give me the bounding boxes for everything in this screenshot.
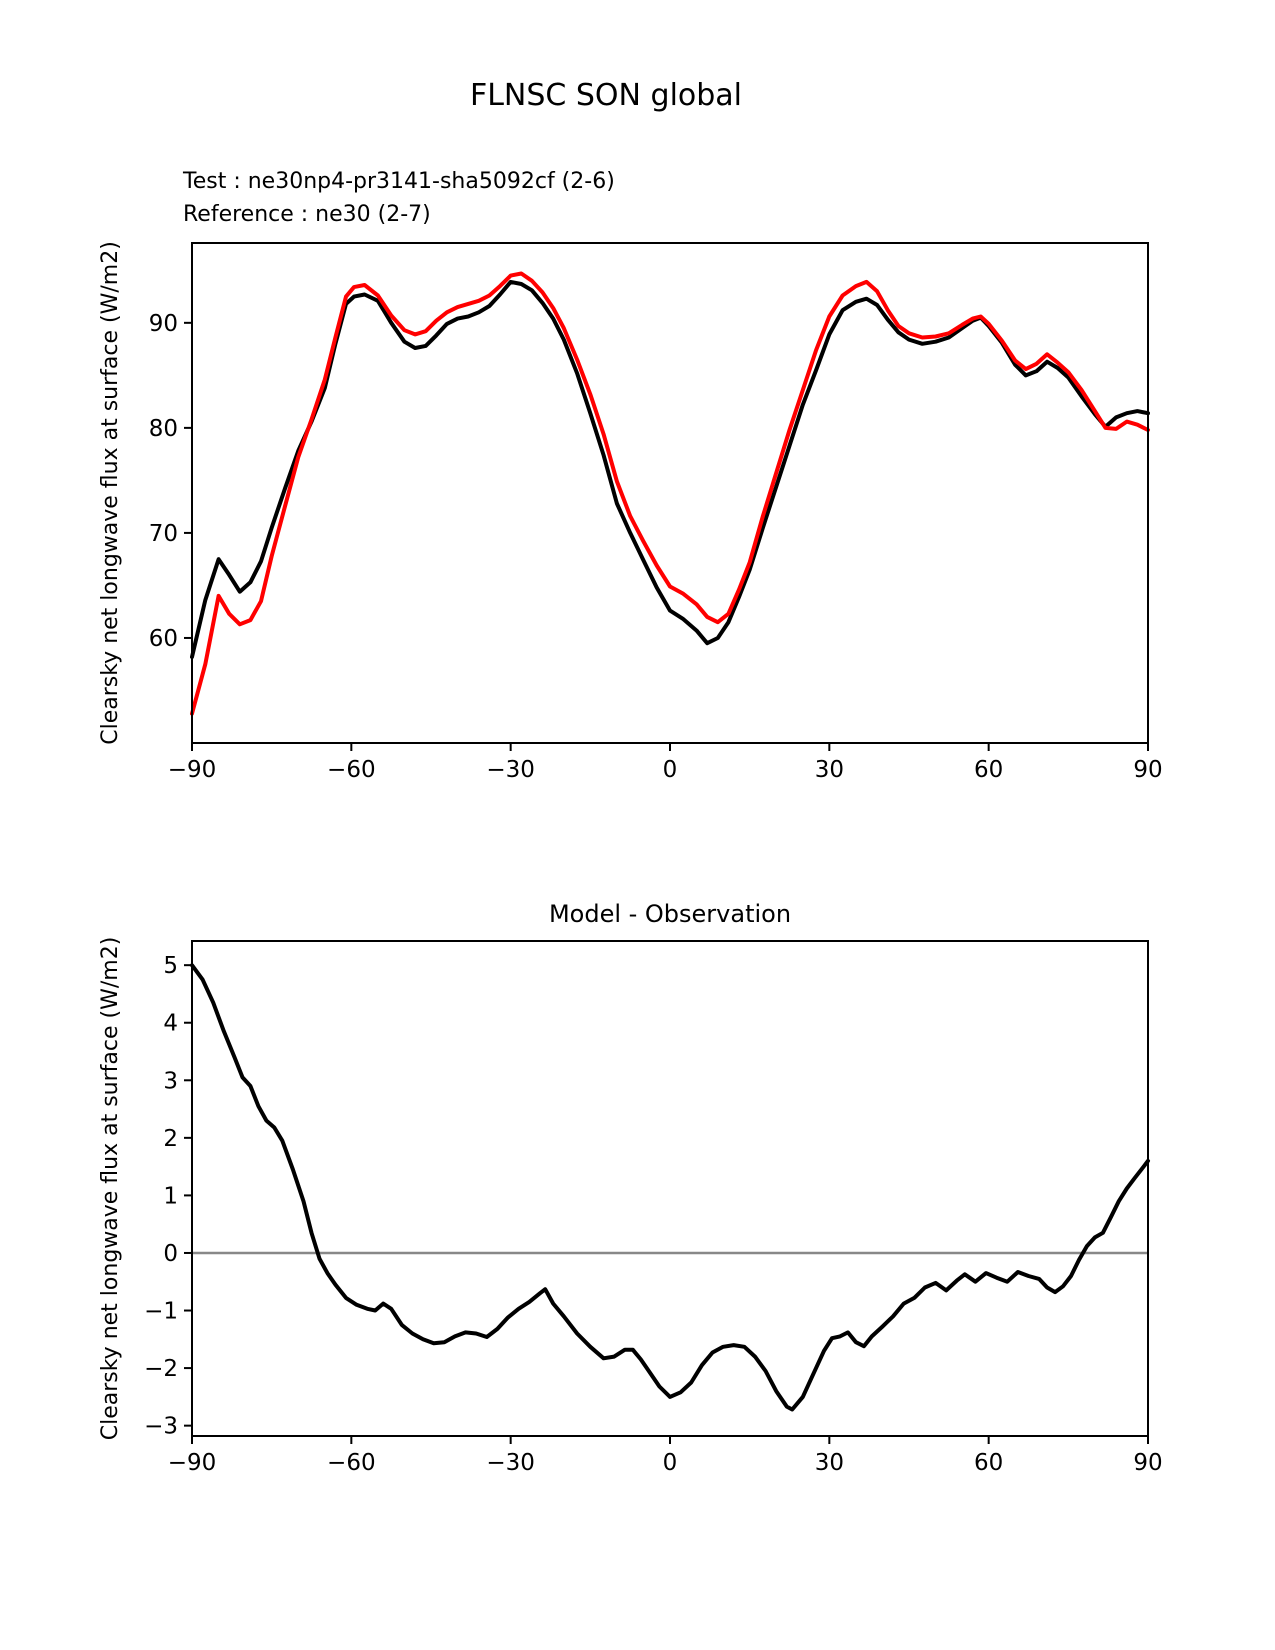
x-tick-label: −90	[167, 757, 217, 783]
y-tick-label: 60	[148, 625, 178, 652]
legend-reference-label: Reference : ne30 (2-7)	[183, 202, 431, 227]
y-tick-label: 0	[163, 1240, 178, 1267]
x-tick-label: 60	[974, 757, 1004, 783]
x-tick-label: 60	[974, 1450, 1004, 1476]
x-tick-label: 90	[1133, 757, 1163, 783]
x-tick-label: 0	[662, 1450, 678, 1476]
x-tick-label: −60	[327, 1450, 376, 1476]
y-tick-label: 4	[163, 1010, 178, 1037]
y-tick-label: −1	[144, 1298, 178, 1325]
series-line-0	[192, 965, 1148, 1409]
y-tick-label: 90	[148, 310, 178, 337]
x-tick-label: 0	[662, 757, 678, 783]
y-axis-label: Clearsky net longwave flux at surface (W/m2)	[98, 241, 123, 745]
series-line-1	[192, 274, 1148, 714]
axes-frame	[192, 941, 1148, 1436]
figure-title: FLNSC SON global	[469, 78, 743, 113]
x-tick-label: 30	[814, 757, 844, 783]
y-tick-label: 2	[163, 1125, 178, 1152]
y-tick-label: 70	[148, 520, 178, 547]
top-chart	[98, 241, 1163, 783]
y-tick-label: −3	[144, 1413, 178, 1440]
y-tick-label: 5	[163, 953, 178, 980]
chart-title: Model - Observation	[548, 900, 792, 928]
x-tick-label: −60	[327, 757, 376, 783]
axes-frame	[192, 243, 1148, 743]
legend-test-label: Test : ne30np4-pr3141-sha5092cf (2-6)	[183, 169, 615, 194]
x-tick-label: −30	[486, 1450, 535, 1476]
x-tick-label: −30	[486, 757, 535, 783]
y-tick-label: −2	[144, 1356, 178, 1383]
y-tick-label: 80	[148, 415, 178, 442]
x-tick-label: 90	[1133, 1450, 1163, 1476]
x-tick-label: −90	[167, 1450, 217, 1476]
y-tick-label: 1	[163, 1183, 178, 1210]
y-tick-label: 3	[163, 1068, 178, 1095]
bottom-chart	[98, 900, 1163, 1476]
y-axis-label: Clearsky net longwave flux at surface (W/m2)	[98, 936, 123, 1441]
x-tick-label: 30	[814, 1450, 844, 1476]
